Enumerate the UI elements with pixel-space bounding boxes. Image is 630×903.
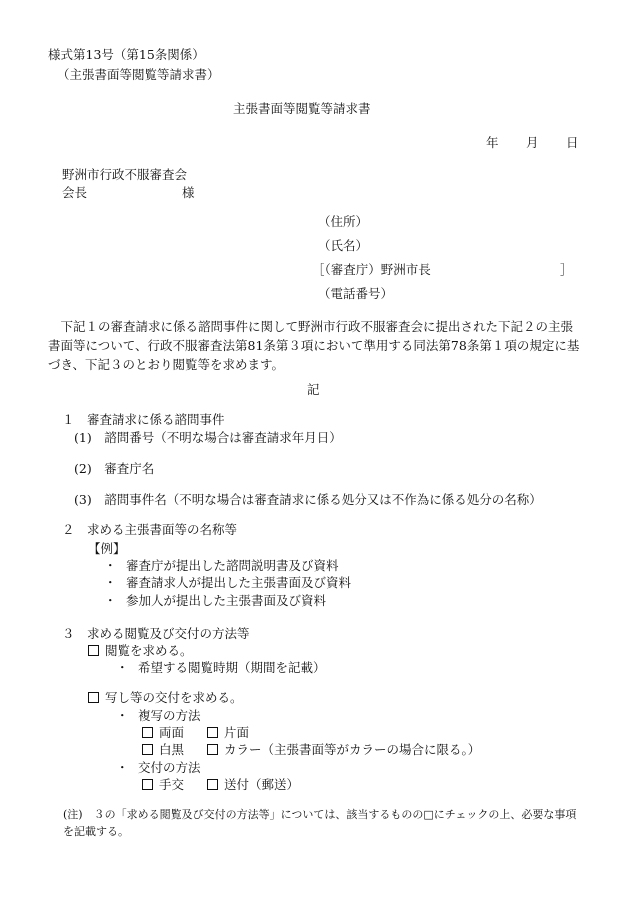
requester-phone-label: （電話番号）	[318, 286, 394, 301]
delivery-method: ・ 交付の方法	[116, 760, 201, 775]
section3-heading: ３ 求める閲覧及び交付の方法等	[62, 626, 250, 641]
date-year: 年	[486, 135, 499, 150]
double-side-option[interactable]: 両面	[142, 725, 184, 741]
section2-example-1: ・ 審査庁が提出した諮問説明書及び資料	[104, 558, 339, 573]
section2-heading: ２ 求める主張書面等の名称等	[62, 522, 238, 537]
copy-checkbox[interactable]	[88, 692, 99, 703]
color-option[interactable]: カラー（主張書面等がカラーの場合に限る。）	[207, 742, 480, 758]
mono-checkbox[interactable]	[142, 744, 153, 755]
single-side-checkbox[interactable]	[207, 727, 218, 738]
section1-item-3: (3) 諮問事件名（不明な場合は審査請求に係る処分又は不作為に係る処分の名称）	[74, 492, 542, 507]
view-option[interactable]: 閲覧を求める。	[88, 643, 193, 659]
single-side-option[interactable]: 片面	[207, 725, 249, 741]
hand-option[interactable]: 手交	[142, 777, 184, 793]
requester-agency-label: ［（審査庁）野洲市長	[312, 262, 431, 277]
hand-checkbox[interactable]	[142, 779, 153, 790]
requester-address-label: （住所）	[318, 214, 369, 229]
requester-name-label: （氏名）	[318, 238, 369, 253]
section1-heading: １ 審査請求に係る諮問事件	[62, 412, 225, 427]
addressee-org: 野洲市行政不服審査会	[62, 167, 188, 182]
double-side-checkbox[interactable]	[142, 727, 153, 738]
mail-checkbox[interactable]	[207, 779, 218, 790]
ki-label: 記	[307, 382, 320, 397]
section2-example-label: 【例】	[88, 541, 126, 556]
view-time: ・ 希望する閲覧時期（期間を記載）	[116, 660, 326, 675]
addressee-honorific: 様	[182, 185, 195, 200]
color-checkbox[interactable]	[207, 744, 218, 755]
footnote: (注) ３の「求める閲覧及び交付の方法等」については、該当するものの□にチェックの上、必要な事項を記載する。	[63, 808, 577, 838]
addressee-title: 会長	[62, 185, 88, 200]
section2-example-3: ・ 参加人が提出した主張書面及び資料	[104, 593, 327, 608]
section1-item-2: (2) 審査庁名	[74, 461, 155, 476]
mono-option[interactable]: 白黒	[142, 742, 184, 758]
requester-agency-close: ］	[560, 262, 573, 277]
date-day: 日	[566, 135, 579, 150]
form-number: 様式第13号（第15条関係）	[48, 47, 205, 62]
view-checkbox[interactable]	[88, 645, 99, 656]
copy-option[interactable]: 写し等の交付を求める。	[88, 690, 243, 706]
form-subtitle: （主張書面等閲覧等請求書）	[57, 67, 220, 82]
request-body: 下記１の審査請求に係る諮問事件に関して野洲市行政不服審査会に提出された下記２の主張書面等について、行政不服審査法第81条第３項において準用する同法第78条第１項の規定に基づき、下記３のとおり閲覧等を求めます。	[48, 319, 580, 372]
section1-item-1: (1) 諮問番号（不明な場合は審査請求年月日）	[74, 430, 342, 445]
date-month: 月	[526, 135, 539, 150]
copy-method: ・ 複写の方法	[116, 708, 201, 723]
page-title: 主張書面等閲覧等請求書	[233, 101, 371, 116]
mail-option[interactable]: 送付（郵送）	[207, 777, 299, 793]
section2-example-2: ・ 審査請求人が提出した主張書面及び資料	[104, 575, 352, 590]
